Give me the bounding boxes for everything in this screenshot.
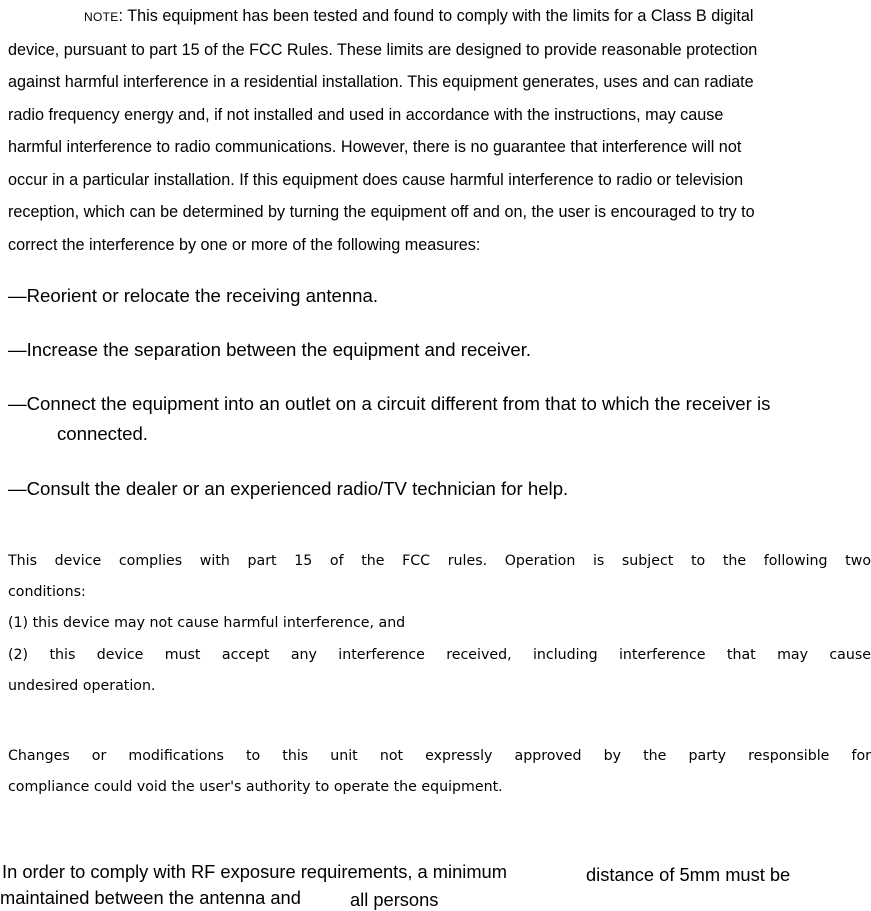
rf-exposure-part3: maintained between the antenna and [0, 887, 301, 908]
rf-exposure-part1: In order to comply with RF exposure requirements, a minimum [2, 861, 507, 882]
note-line-7: reception, which can be determined by turning the equipment off and on, the user is encouraged to try to [8, 203, 755, 221]
measure-connect-outlet [8, 392, 770, 446]
measure-connect-outlet-line2: connected. [57, 423, 148, 444]
note-line-2: device, pursuant to part 15 of the FCC Rules. These limits are designed to provide reasonable protection [8, 40, 758, 59]
note-line-1: NOTE: This equipment has been tested and found to comply with the limits for a Class B digital [84, 7, 754, 25]
changes-line-2: compliance could void the user's authority to operate the equipment. [8, 779, 503, 796]
rf-exposure-part2: distance of 5mm must be [586, 864, 791, 885]
note-line-6: occur in a particular installation. If this equipment does cause harmful interference to radio or television [8, 170, 744, 189]
note-line-4: radio frequency energy and, if not installed and used in accordance with the instructions, may cause [8, 105, 724, 124]
measure-reorient: —Reorient or relocate the receiving antenna. [8, 285, 379, 306]
compliance-line-2: conditions: [8, 584, 86, 601]
compliance-line-1: This device complies with part 15 of the FCC rules. Operation is subject to the following two [8, 553, 871, 569]
note-label: NOTE [84, 10, 119, 24]
note-line-8: correct the interference by one or more of the following measures: [8, 235, 481, 254]
measure-increase-separation: —Increase the separation between the equipment and receiver. [8, 339, 532, 360]
measure-consult-dealer: —Consult the dealer or an experienced radio/TV technician for help. [8, 478, 569, 499]
rf-exposure-part4: all persons [350, 889, 439, 910]
condition-1: (1) this device may not cause harmful interference, and [8, 615, 406, 632]
condition-2-line-1: (2) this device must accept any interference received, including interference that may cause [8, 646, 871, 663]
fcc-note-paragraph [8, 0, 871, 261]
changes-paragraph [8, 741, 871, 803]
condition-2-line-2: undesired operation. [8, 677, 156, 694]
compliance-paragraph [8, 546, 871, 702]
changes-line-1: Changes or modifications to this unit not expressly approved by the party responsible for [8, 748, 871, 764]
note-line-3: against harmful interference in a residential installation. This equipment generates, uses and can radiate [8, 73, 754, 91]
measure-connect-outlet-line1: —Connect the equipment into an outlet on a circuit different from that to which the receiver is [8, 393, 771, 414]
note-line-5: harmful interference to radio communications. However, there is no guarantee that interference will not [8, 138, 742, 156]
